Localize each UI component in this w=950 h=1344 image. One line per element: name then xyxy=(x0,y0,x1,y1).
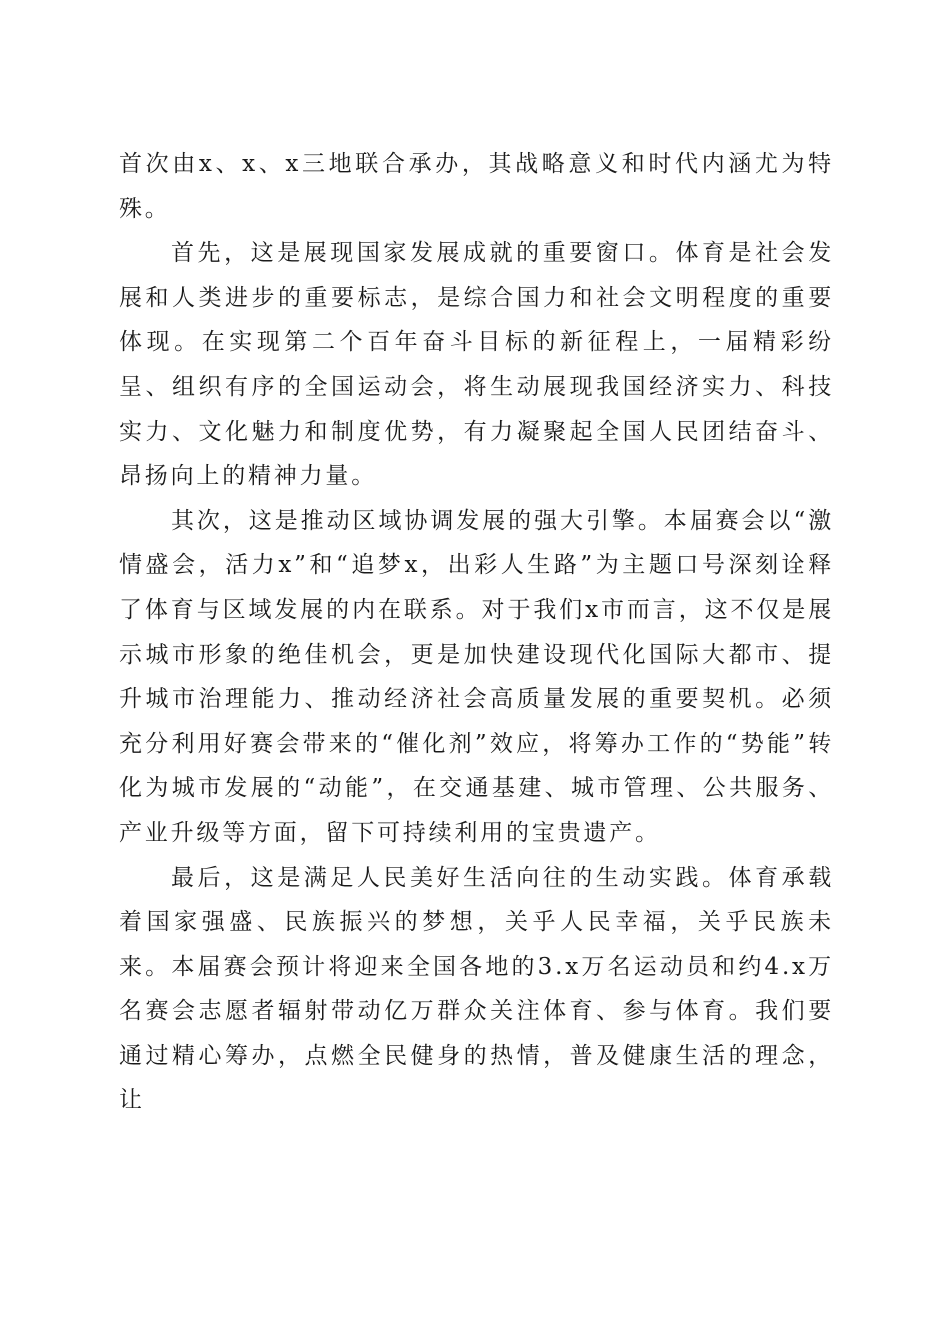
paragraph-intro-continuation: 首次由x、x、x三地联合承办，其战略意义和时代内涵尤为特殊。 xyxy=(119,151,834,222)
paragraph-final-point: 最后，这是满足人民美好生活向往的生动实践。体育承载着国家强盛、民族振兴的梦想，关乎人民幸福，关乎民族未来。本届赛会预计将迎来全国各地的3.x万名运动员和约4.x万名赛会志愿者辐射带动亿万群众关注体育、参与体育。我们要通过精心筹办，点燃全民健身的热情，普及健康生活的理念，让 xyxy=(119,864,834,1114)
paragraph-second-point: 其次，这是推动区域协调发展的强大引擎。本届赛会以“激情盛会，活力x”和“追梦x，出彩人生路”为主题口号深刻诠释了体育与区域发展的内在联系。对于我们x市而言，这不仅是展示城市形象的绝佳机会，更是加快建设现代化国际大都市、提升城市治理能力、推动经济社会高质量发展的重要契机。必须充分利用好赛会带来的“催化剂”效应，将筹办工作的“势能”转化为城市发展的“动能”，在交通基建、城市管理、公共服务、产业升级等方面，留下可持续利用的宝贵遗产。 xyxy=(119,507,834,846)
document-body xyxy=(119,142,834,1123)
paragraph-first-point: 首先，这是展现国家发展成就的重要窗口。体育是社会发展和人类进步的重要标志，是综合国力和社会文明程度的重要体现。在实现第二个百年奋斗目标的新征程上，一届精彩纷呈、组织有序的全国运动会，将生动展现我国经济实力、科技实力、文化魅力和制度优势，有力凝聚起全国人民团结奋斗、昂扬向上的精神力量。 xyxy=(119,240,834,490)
